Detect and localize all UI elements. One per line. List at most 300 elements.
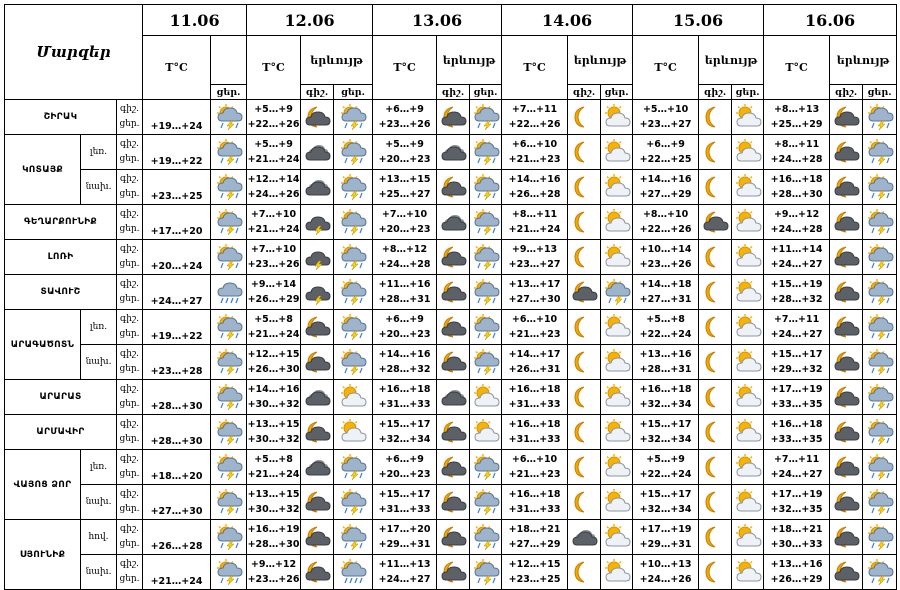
- temp-day: +24…+27: [770, 469, 823, 480]
- storm-sun-icon: [866, 535, 894, 554]
- moon-icon: [701, 395, 729, 414]
- temp-day: +25…+27: [378, 189, 431, 200]
- moon-cloud-icon: [439, 185, 467, 204]
- storm-sun-icon: [339, 360, 367, 379]
- moon-icon: [701, 500, 729, 519]
- temp-day: +19…+22: [143, 135, 211, 170]
- storm-sun-icon: [866, 115, 894, 134]
- temp-day: +23…+26: [247, 259, 300, 270]
- temp-night: +14…+16: [639, 174, 692, 185]
- temp-night: +6…+9: [385, 454, 424, 465]
- temp-night: +7…+11: [511, 104, 558, 115]
- partly-cloudy-icon: [734, 500, 762, 519]
- storm-sun-icon: [339, 465, 367, 484]
- time-labels: [117, 135, 143, 170]
- phenomena-header: երևույթ: [437, 36, 502, 85]
- moon-cloud-icon: [439, 535, 467, 554]
- date-header-6: 16.06: [764, 5, 897, 36]
- time-labels: [117, 275, 143, 310]
- temp-range: [247, 205, 301, 240]
- temp-night: +16…+18: [639, 384, 692, 395]
- temp-night: +11…+16: [378, 279, 431, 290]
- moon-icon: [701, 535, 729, 554]
- moon-icon: [570, 115, 598, 134]
- partly-cloudy-icon: [603, 150, 631, 169]
- region-name: ԼՈՌԻ: [5, 240, 117, 275]
- temp-range: [247, 520, 301, 555]
- temp-day: +22…+25: [639, 154, 692, 165]
- temp-range: [633, 415, 699, 450]
- moon-cloud-icon: [832, 535, 860, 554]
- temp-night: +14…+16: [247, 384, 300, 395]
- temp-day: +30…+33: [770, 539, 823, 550]
- temp-range: [373, 240, 437, 275]
- temp-night: +13…+16: [639, 349, 692, 360]
- temp-day: +27…+29: [508, 539, 561, 550]
- subregion-name: նախ.: [81, 555, 117, 590]
- partly-cloudy-icon: [339, 395, 367, 414]
- temp-range: [764, 450, 830, 485]
- storm-cloud-icon: [303, 255, 331, 274]
- forecast-row: [5, 170, 897, 205]
- temp-night: +5…+9: [646, 454, 685, 465]
- temp-night: +11…+13: [378, 559, 431, 570]
- cloud-icon: [303, 395, 331, 414]
- temp-day: +28…+30: [247, 539, 300, 550]
- temp-day: +24…+27: [378, 574, 431, 585]
- moon-cloud-icon: [832, 430, 860, 449]
- temp-night: +8…+13: [773, 104, 820, 115]
- partly-cloudy-icon: [734, 325, 762, 344]
- time-labels: [117, 380, 143, 415]
- region-name: ՍՅՈՒՆԻՔ: [5, 520, 81, 590]
- temp-night: +8…+12: [381, 244, 428, 255]
- moon-icon: [570, 150, 598, 169]
- temp-day: +25…+29: [770, 119, 823, 130]
- temp-night: +15…+17: [639, 489, 692, 500]
- subregion-name: նախ.: [81, 485, 117, 520]
- moon-icon: [701, 360, 729, 379]
- temp-range: [764, 485, 830, 520]
- night-label: գիշ.: [120, 314, 139, 324]
- temp-day: +23…+26: [378, 119, 431, 130]
- temp-day: +28…+30: [143, 415, 211, 450]
- temp-day: +23…+27: [639, 119, 692, 130]
- temp-night: +16…+18: [770, 174, 823, 185]
- storm-sun-icon: [215, 150, 243, 169]
- temp-day: +17…+20: [143, 205, 211, 240]
- temp-range: [633, 135, 699, 170]
- temp-range: [247, 275, 301, 310]
- forecast-row: [5, 205, 897, 240]
- storm-cloud-icon: [303, 220, 331, 239]
- temp-day: +28…+32: [378, 364, 431, 375]
- temp-range: [633, 380, 699, 415]
- temp-night: +12…+15: [508, 559, 561, 570]
- temp-day: +22…+26: [508, 119, 561, 130]
- moon-icon: [701, 185, 729, 204]
- temp-day: +24…+26: [639, 574, 692, 585]
- moon-cloud-icon: [832, 395, 860, 414]
- temp-night: +14…+18: [639, 279, 692, 290]
- night-label: գիշ.: [120, 384, 139, 394]
- temp-range: [764, 135, 830, 170]
- temp-range: [764, 380, 830, 415]
- temp-night: +5…+9: [254, 104, 293, 115]
- storm-sun-icon: [472, 255, 500, 274]
- temp-day: +20…+24: [143, 240, 211, 275]
- rain-cloud-icon: [215, 290, 243, 309]
- temp-day: +30…+32: [247, 504, 300, 515]
- moon-icon: [570, 465, 598, 484]
- night-label: գիշ.: [120, 524, 139, 534]
- temp-range: [633, 275, 699, 310]
- temp-night: +18…+21: [770, 524, 823, 535]
- temp-night: +11…+14: [770, 244, 823, 255]
- temp-range: [247, 310, 301, 345]
- night-header: գիշ.: [301, 85, 334, 100]
- temp-day: +19…+24: [143, 100, 211, 135]
- storm-sun-icon: [472, 570, 500, 589]
- temp-range: [633, 100, 699, 135]
- date-header-2: 12.06: [247, 5, 373, 36]
- temp-range: [373, 415, 437, 450]
- temp-night: +14…+16: [378, 349, 431, 360]
- forecast-row: [5, 310, 897, 345]
- night-label: գիշ.: [120, 209, 139, 219]
- temp-night: +14…+17: [508, 349, 561, 360]
- cloud-icon: [570, 535, 598, 554]
- storm-sun-icon: [215, 535, 243, 554]
- temp-night: +8…+11: [511, 209, 558, 220]
- temp-range: [764, 520, 830, 555]
- storm-sun-icon: [866, 430, 894, 449]
- moon-cloud-icon: [832, 185, 860, 204]
- temp-day: +33…+35: [770, 434, 823, 445]
- phenomena-header-empty: [211, 36, 247, 85]
- partly-cloudy-icon: [734, 220, 762, 239]
- forecast-row: [5, 135, 897, 170]
- moon-cloud-icon: [303, 325, 331, 344]
- temp-day: +22…+24: [639, 469, 692, 480]
- storm-sun-icon: [339, 325, 367, 344]
- night-header: գիշ.: [699, 85, 732, 100]
- partly-cloudy-icon: [603, 325, 631, 344]
- storm-sun-icon: [215, 360, 243, 379]
- partly-cloudy-icon: [603, 500, 631, 519]
- temp-day: +32…+34: [378, 434, 431, 445]
- storm-sun-icon: [215, 325, 243, 344]
- temp-range: [373, 380, 437, 415]
- temp-day: +27…+31: [639, 294, 692, 305]
- cloud-icon: [303, 465, 331, 484]
- temp-header: T°C: [502, 36, 568, 100]
- day-label: ցեր.: [119, 224, 140, 234]
- temp-day: +24…+27: [770, 259, 823, 270]
- storm-sun-icon: [215, 570, 243, 589]
- temp-day: +22…+26: [247, 119, 300, 130]
- temp-range: [764, 310, 830, 345]
- partly-cloudy-icon: [734, 115, 762, 134]
- temp-day: +33…+35: [770, 399, 823, 410]
- temp-range: [502, 275, 568, 310]
- temp-day: +18…+20: [143, 450, 211, 485]
- day-label: ցեր.: [119, 259, 140, 269]
- temp-night: +6…+9: [385, 104, 424, 115]
- forecast-table: [4, 4, 897, 590]
- temp-range: [764, 240, 830, 275]
- partly-cloudy-icon: [734, 290, 762, 309]
- temp-night: +5…+10: [642, 104, 689, 115]
- temp-night: +12…+15: [247, 349, 300, 360]
- temp-range: [247, 170, 301, 205]
- partly-cloudy-icon: [603, 185, 631, 204]
- temp-day: +27…+30: [143, 485, 211, 520]
- temp-day: +30…+32: [247, 434, 300, 445]
- partly-cloudy-icon: [734, 465, 762, 484]
- partly-cloudy-icon: [472, 395, 500, 414]
- storm-sun-icon: [472, 325, 500, 344]
- storm-sun-icon: [339, 185, 367, 204]
- moon-cloud-icon: [832, 255, 860, 274]
- temp-night: +9…+12: [250, 559, 297, 570]
- forecast-row: [5, 100, 897, 135]
- temp-day: +26…+29: [770, 574, 823, 585]
- moon-icon: [701, 150, 729, 169]
- time-labels: [117, 485, 143, 520]
- storm-sun-icon: [472, 150, 500, 169]
- temp-night: +15…+19: [770, 279, 823, 290]
- night-label: գիշ.: [120, 139, 139, 149]
- temp-range: [373, 555, 437, 590]
- temp-day: +23…+28: [143, 345, 211, 380]
- temp-range: [247, 485, 301, 520]
- temp-night: +14…+16: [508, 174, 561, 185]
- storm-sun-icon: [215, 500, 243, 519]
- partly-cloudy-icon: [734, 430, 762, 449]
- forecast-row: [5, 485, 897, 520]
- temp-night: +6…+10: [511, 139, 558, 150]
- moon-cloud-icon: [439, 500, 467, 519]
- storm-sun-icon: [472, 360, 500, 379]
- temp-day: +24…+27: [770, 329, 823, 340]
- phenomena-header: երևույթ: [301, 36, 373, 85]
- moon-icon: [570, 395, 598, 414]
- temp-day: +23…+27: [508, 259, 561, 270]
- temp-range: [633, 170, 699, 205]
- temp-range: [502, 170, 568, 205]
- storm-sun-icon: [866, 290, 894, 309]
- temp-night: +5…+8: [646, 314, 685, 325]
- temp-night: +13…+15: [378, 174, 431, 185]
- storm-sun-icon: [472, 115, 500, 134]
- moon-cloud-icon: [303, 360, 331, 379]
- temp-day: +26…+29: [247, 294, 300, 305]
- cloud-icon: [439, 150, 467, 169]
- moon-icon: [570, 500, 598, 519]
- day-label: ցեր.: [119, 469, 140, 479]
- temp-day: +23…+25: [508, 574, 561, 585]
- temp-range: [373, 450, 437, 485]
- day-header: ցեր.: [732, 85, 764, 100]
- temp-day: +21…+24: [247, 329, 300, 340]
- temp-range: [247, 555, 301, 590]
- temp-range: [247, 100, 301, 135]
- night-label: գիշ.: [120, 244, 139, 254]
- subregion-name: լեռ.: [81, 310, 117, 345]
- temp-range: [373, 485, 437, 520]
- storm-sun-icon: [215, 430, 243, 449]
- region-name: ԳԵՂԱՐՔՈՒՆԻՔ: [5, 205, 117, 240]
- moon-cloud-icon: [439, 325, 467, 344]
- region-name: ԿՈՏԱՅՔ: [5, 135, 81, 205]
- time-labels: [117, 170, 143, 205]
- temp-night: +13…+15: [247, 419, 300, 430]
- moon-cloud-icon: [832, 465, 860, 484]
- storm-sun-icon: [866, 465, 894, 484]
- temp-night: +7…+11: [773, 454, 820, 465]
- partly-cloudy-icon: [472, 430, 500, 449]
- temp-day: +21…+23: [508, 154, 561, 165]
- temp-night: +6…+10: [511, 314, 558, 325]
- night-label: գիշ.: [120, 559, 139, 569]
- moon-cloud-icon: [303, 430, 331, 449]
- moon-icon: [701, 115, 729, 134]
- rain-sun-icon: [339, 570, 367, 589]
- temp-header: T°C: [633, 36, 699, 100]
- moon-cloud-icon: [832, 150, 860, 169]
- moon-icon: [570, 570, 598, 589]
- temp-range: [633, 520, 699, 555]
- moon-cloud-icon: [439, 570, 467, 589]
- time-labels: [117, 310, 143, 345]
- phenomena-header: երևույթ: [699, 36, 764, 85]
- moon-cloud-icon: [303, 500, 331, 519]
- night-label: գիշ.: [120, 174, 139, 184]
- temp-range: [502, 555, 568, 590]
- day-header: ցեր.: [601, 85, 633, 100]
- temp-range: [502, 205, 568, 240]
- temp-range: [373, 100, 437, 135]
- partly-cloudy-icon: [734, 185, 762, 204]
- time-labels: [117, 205, 143, 240]
- temp-day: +26…+30: [247, 364, 300, 375]
- partly-cloudy-icon: [339, 430, 367, 449]
- temp-night: +6…+9: [385, 314, 424, 325]
- region-name: ՇԻՐԱԿ: [5, 100, 117, 135]
- temp-night: +13…+16: [770, 559, 823, 570]
- storm-sun-icon: [472, 185, 500, 204]
- temp-night: +17…+20: [378, 524, 431, 535]
- moon-icon: [701, 570, 729, 589]
- forecast-row: [5, 380, 897, 415]
- moon-icon: [701, 430, 729, 449]
- temp-day: +30…+32: [247, 399, 300, 410]
- time-labels: [117, 415, 143, 450]
- temp-range: [373, 170, 437, 205]
- partly-cloudy-icon: [603, 430, 631, 449]
- partly-cloudy-icon: [603, 465, 631, 484]
- temp-night: +13…+17: [508, 279, 561, 290]
- region-name: ԱՐԱՐԱՏ: [5, 380, 117, 415]
- temp-day: +26…+28: [143, 520, 211, 555]
- temp-day: +24…+26: [247, 189, 300, 200]
- day-label: ցեր.: [119, 434, 140, 444]
- temp-night: +5…+8: [254, 314, 293, 325]
- storm-sun-icon: [339, 255, 367, 274]
- moon-cloud-icon: [439, 255, 467, 274]
- temp-range: [764, 275, 830, 310]
- day-label: ցեր.: [119, 294, 140, 304]
- temp-day: +31…+33: [508, 504, 561, 515]
- temp-day: +29…+32: [770, 364, 823, 375]
- temp-header: T°C: [247, 36, 301, 100]
- temp-range: [502, 135, 568, 170]
- temp-night: +12…+14: [247, 174, 300, 185]
- temp-range: [502, 380, 568, 415]
- temp-day: +21…+24: [247, 154, 300, 165]
- night-label: գիշ.: [120, 454, 139, 464]
- temp-day: +24…+28: [770, 154, 823, 165]
- temp-night: +17…+19: [770, 384, 823, 395]
- temp-day: +31…+33: [378, 399, 431, 410]
- subregion-name: նախ.: [81, 170, 117, 205]
- temp-night: +15…+17: [770, 349, 823, 360]
- temp-range: [633, 240, 699, 275]
- day-label: ցեր.: [119, 119, 140, 129]
- temp-night: +9…+13: [511, 244, 558, 255]
- temp-range: [764, 555, 830, 590]
- date-header-4: 14.06: [502, 5, 633, 36]
- day-label: ցեր.: [119, 574, 140, 584]
- temp-night: +16…+18: [508, 384, 561, 395]
- moon-icon: [570, 325, 598, 344]
- storm-sun-icon: [472, 290, 500, 309]
- moon-cloud-icon: [832, 325, 860, 344]
- storm-sun-icon: [866, 220, 894, 239]
- subregion-name: հով.: [81, 520, 117, 555]
- moon-cloud-icon: [701, 220, 729, 239]
- temp-range: [502, 520, 568, 555]
- temp-range: [764, 100, 830, 135]
- day-label: ցեր.: [119, 539, 140, 549]
- temp-header: T°C: [373, 36, 437, 100]
- temp-range: [633, 450, 699, 485]
- temp-header: T°C: [143, 36, 211, 100]
- regions-header: Մարզեր: [5, 5, 143, 100]
- cloud-icon: [303, 150, 331, 169]
- partly-cloudy-icon: [734, 570, 762, 589]
- subregion-name: լեռ.: [81, 450, 117, 485]
- temp-night: +9…+12: [773, 209, 820, 220]
- temp-day: +24…+27: [143, 275, 211, 310]
- phenomena-header: երևույթ: [568, 36, 633, 85]
- temp-day: +28…+31: [639, 364, 692, 375]
- temp-range: [502, 450, 568, 485]
- temp-night: +9…+14: [250, 279, 297, 290]
- storm-sun-icon: [339, 500, 367, 519]
- time-labels: [117, 520, 143, 555]
- subregion-name: նախ.: [81, 345, 117, 380]
- forecast-row: [5, 555, 897, 590]
- temp-day: +21…+23: [508, 469, 561, 480]
- temp-night: +5…+9: [385, 139, 424, 150]
- date-header-3: 13.06: [373, 5, 502, 36]
- temp-range: [502, 485, 568, 520]
- forecast-row: [5, 275, 897, 310]
- night-label: գիշ.: [120, 489, 139, 499]
- storm-sun-icon: [866, 570, 894, 589]
